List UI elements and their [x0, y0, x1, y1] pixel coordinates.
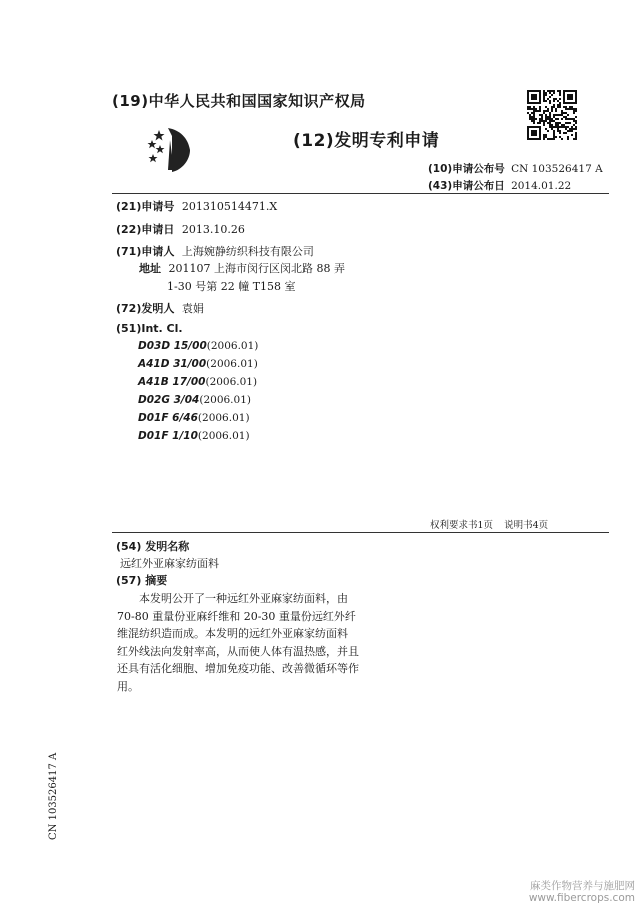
address-line-2: 1-30 号第 22 幢 T158 室 [167, 280, 296, 293]
abstract-line: 本发明公开了一种远红外亚麻家纺面料，由 [139, 592, 348, 605]
invention-title: 远红外亚麻家纺面料 [120, 557, 219, 570]
document-type: (12)发明专利申请 [293, 131, 440, 151]
int-cl-entry: D01F 1/10(2006.01) [138, 430, 250, 442]
qr-code-icon [527, 90, 577, 140]
watermark [529, 880, 635, 904]
office-name: (19)中华人民共和国国家知识产权局 [112, 92, 366, 110]
publication-date: 2014.01.22 [511, 180, 572, 192]
int-cl-list [138, 337, 258, 445]
abstract-line: 维混纺织造而成。本发明的远红外亚麻家纺面料 [117, 627, 348, 640]
application-date: 2013.10.26 [181, 223, 245, 236]
publication-number: CN 103526417 A [511, 163, 603, 175]
side-publication-number: CN 103526417 A [48, 752, 59, 840]
application-date-row [116, 221, 245, 237]
int-cl-label: (51)Int. Cl. [116, 322, 183, 335]
application-date-label: (22)申请日 [116, 223, 175, 236]
watermark-site-name: 麻类作物营养与施肥网 [530, 880, 635, 892]
star-flag-logo-icon [146, 128, 194, 172]
application-number: 201310514471.X [181, 200, 278, 213]
application-number-row [116, 198, 277, 214]
abstract-label: (57) 摘要 [116, 574, 168, 587]
int-cl-entry: D02G 3/04(2006.01) [138, 394, 251, 406]
inventor-label: (72)发明人 [116, 302, 175, 315]
publication-number-label: (10)申请公布号 [428, 163, 505, 175]
int-cl-entry: D03D 15/00(2006.01) [138, 340, 259, 352]
int-cl-entry: A41D 31/00(2006.01) [138, 358, 258, 370]
applicant-name: 上海婉静纺织科技有限公司 [181, 245, 314, 258]
int-cl-entry: A41B 17/00(2006.01) [138, 376, 258, 388]
header-divider [112, 193, 609, 194]
invention-title-label: (54) 发明名称 [116, 540, 190, 553]
abstract-text [117, 590, 369, 695]
address-row [139, 260, 345, 296]
applicant-row [116, 243, 314, 259]
publication-number-row [428, 161, 603, 176]
publication-date-row [428, 178, 571, 193]
abstract-line: 还具有活化细胞、增加免疫功能、改善微循环等作 [117, 662, 359, 675]
int-cl-entry: D01F 6/46(2006.01) [138, 412, 250, 424]
inventor-name: 袁娟 [181, 302, 204, 315]
abstract-line: 红外线法向发射率高，从而使人体有温热感，并且 [117, 644, 359, 658]
qr-code [527, 90, 577, 140]
section-divider [112, 532, 609, 533]
claims-pages: 权利要求书1页 [430, 520, 494, 531]
publication-date-label: (43)申请公布日 [428, 180, 505, 192]
cnipa-logo [146, 128, 194, 172]
abstract-line: 用。 [117, 679, 139, 693]
address-label: 地址 [139, 262, 161, 275]
description-pages: 说明书4页 [504, 520, 549, 531]
page-count [430, 517, 548, 531]
address-line-1: 201107 上海市闵行区闵北路 88 弄 [168, 262, 345, 275]
watermark-url: www.fibercrops.com [528, 892, 635, 904]
inventor-row [116, 300, 204, 316]
abstract-line: 70-80 重量份亚麻纤维和 20-30 重量份远红外纤 [117, 609, 356, 623]
applicant-label: (71)申请人 [116, 245, 175, 258]
application-number-label: (21)申请号 [116, 200, 175, 213]
